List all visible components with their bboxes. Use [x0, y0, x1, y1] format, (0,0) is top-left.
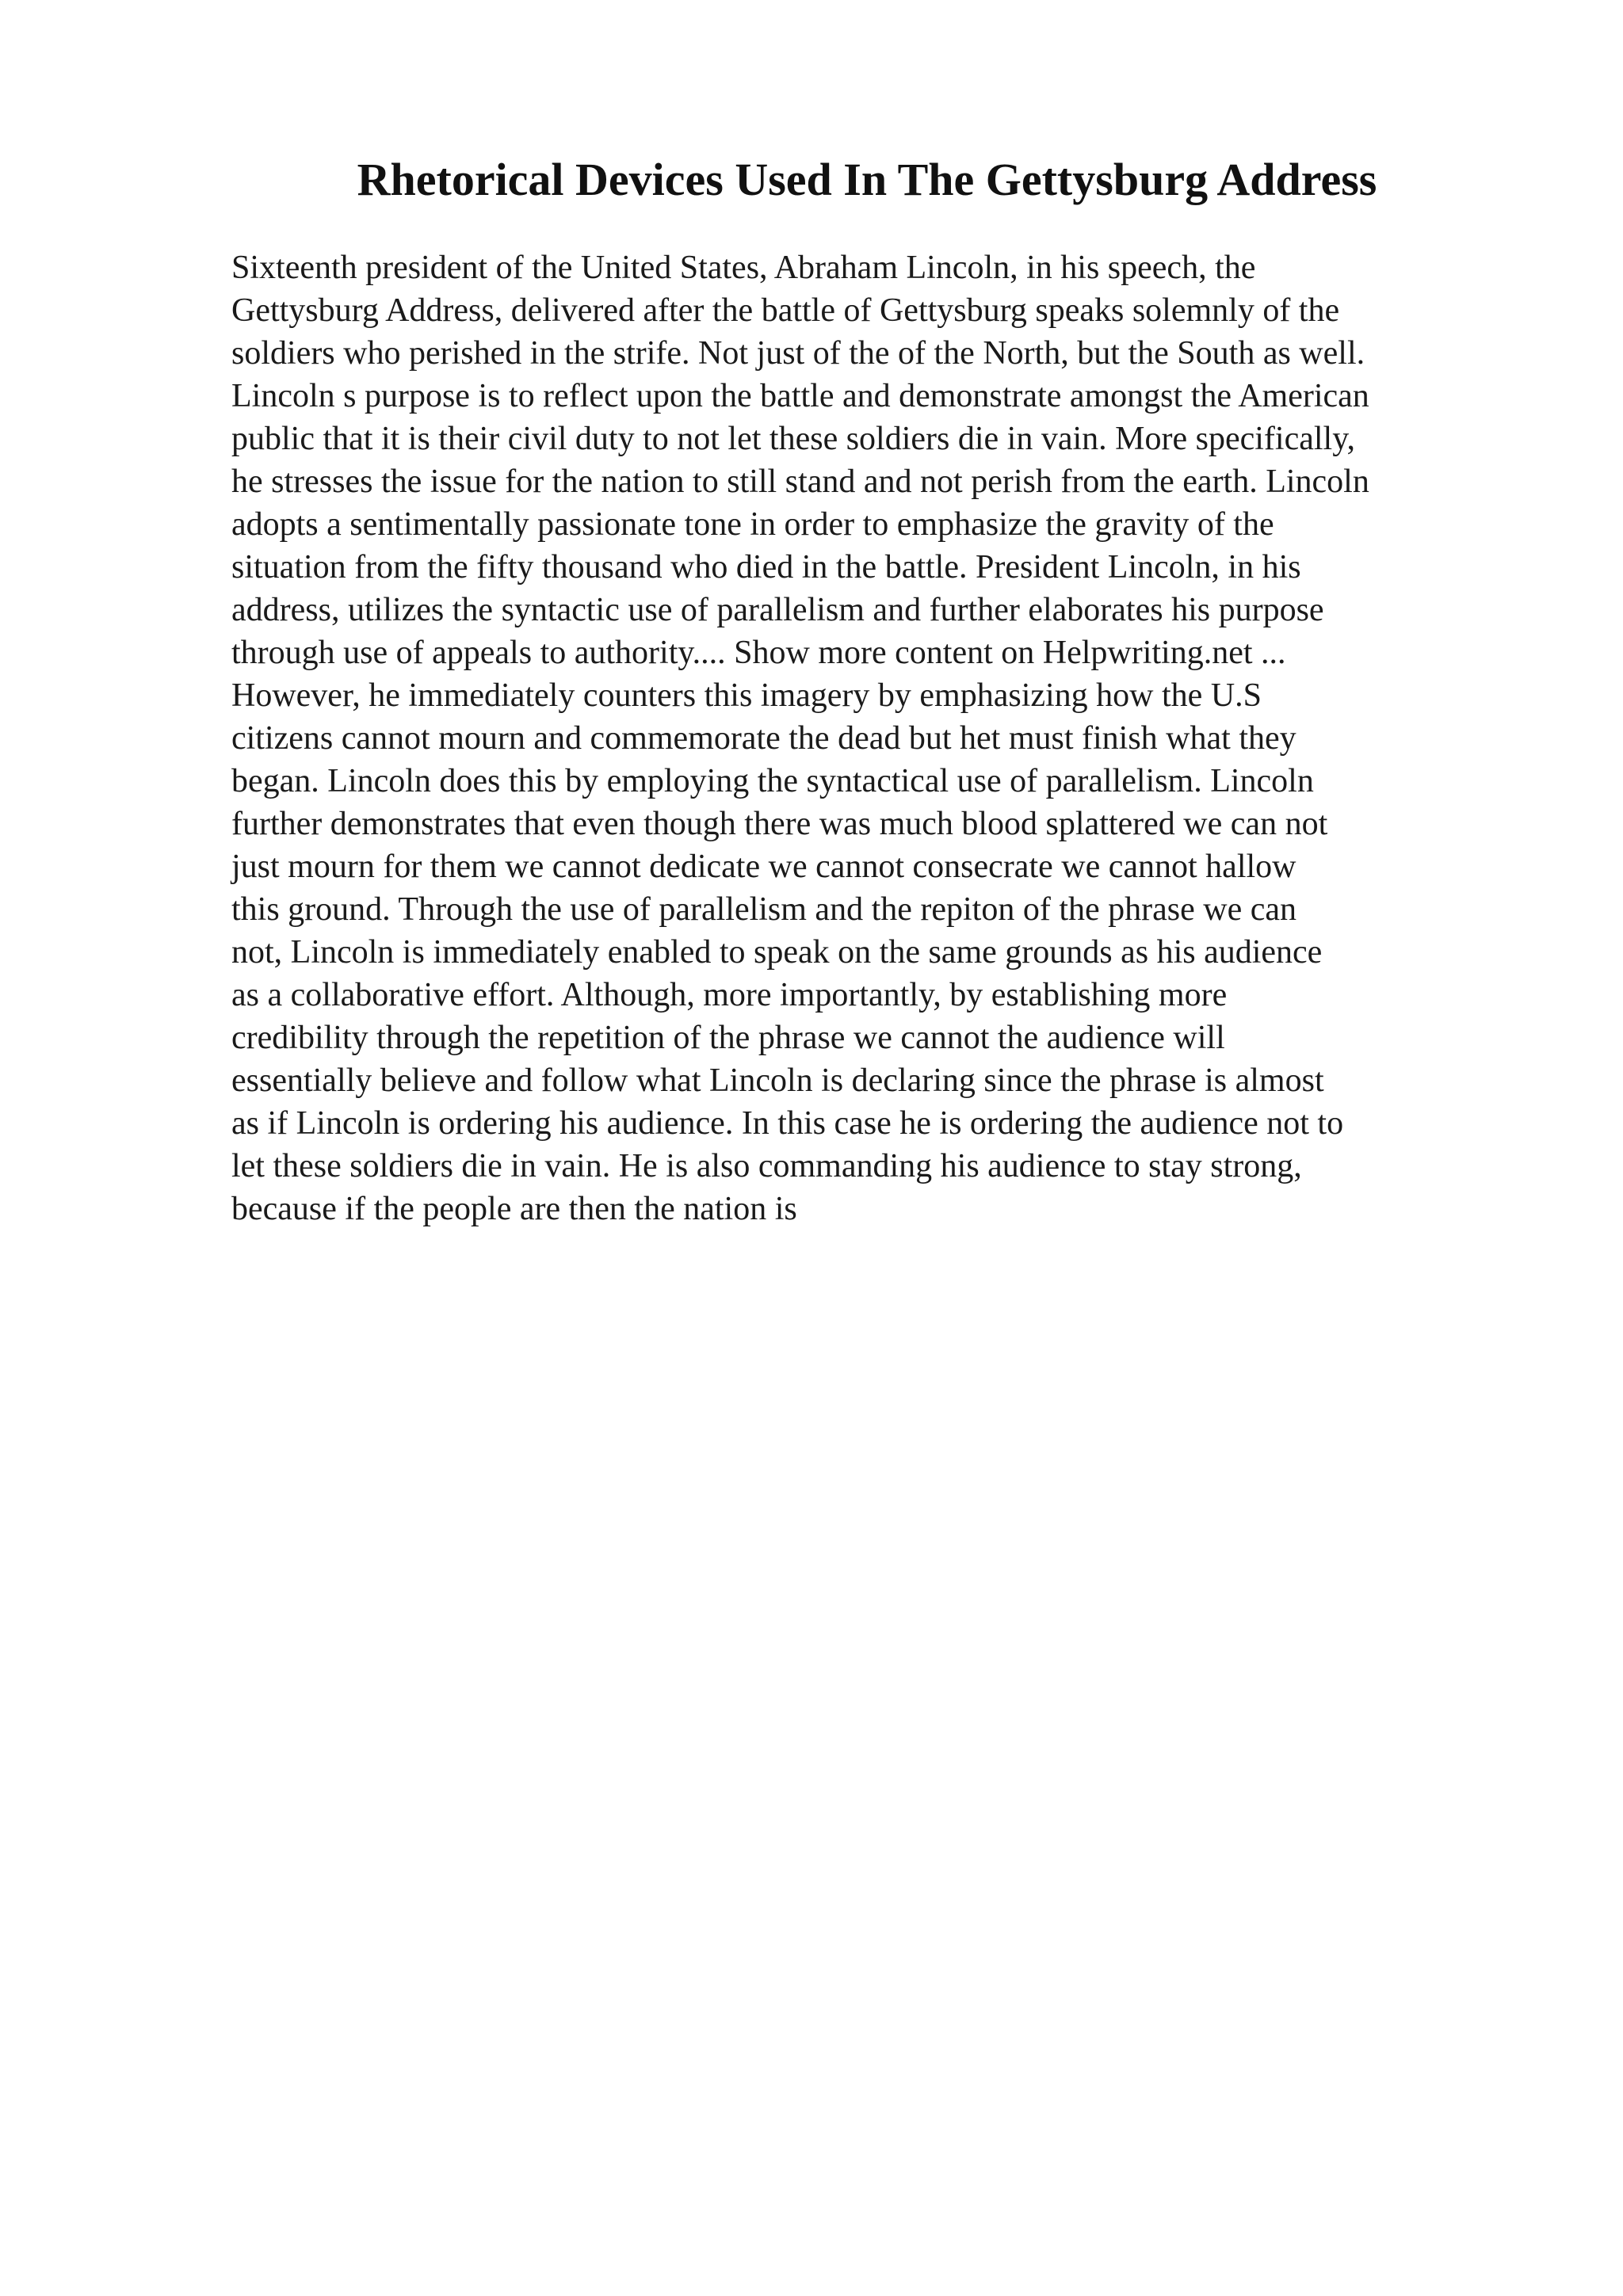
- body-line: Lincoln s purpose is to reflect upon the battle and demonstrate amongst the American: [231, 378, 1369, 414]
- body-line: Gettysburg Address, delivered after the battle of Gettysburg speaks solemnly of the: [231, 292, 1340, 329]
- body-line: essentially believe and follow what Lincoln is declaring since the phrase is almost: [231, 1062, 1324, 1099]
- document-body: [231, 246, 1515, 1230]
- body-line: situation from the fifty thousand who died in the battle. President Lincoln, in his: [231, 549, 1301, 585]
- body-line: through use of appeals to authority.... Show more content on Helpwriting.net ...: [231, 635, 1286, 671]
- body-line: credibility through the repetition of the phrase we cannot the audience will: [231, 1020, 1225, 1056]
- body-line: began. Lincoln does this by employing the syntactical use of parallelism. Lincoln: [231, 763, 1314, 799]
- body-line: just mourn for them we cannot dedicate we cannot consecrate we cannot hallow: [231, 849, 1296, 885]
- body-line: citizens cannot mourn and commemorate the dead but het must finish what they: [231, 720, 1296, 757]
- body-line: adopts a sentimentally passionate tone in order to emphasize the gravity of the: [231, 506, 1274, 543]
- body-line: address, utilizes the syntactic use of parallelism and further elaborates his purpose: [231, 592, 1324, 628]
- body-line: because if the people are then the nation is: [231, 1191, 797, 1227]
- body-line: this ground. Through the use of parallelism and the repiton of the phrase we can: [231, 891, 1297, 928]
- body-line: further demonstrates that even though there was much blood splattered we can not: [231, 806, 1328, 842]
- body-line: public that it is their civil duty to not let these soldiers die in vain. More specifically,: [231, 421, 1355, 457]
- document-title: Rhetorical Devices Used In The Gettysburg Address: [357, 154, 1377, 205]
- body-line: let these soldiers die in vain. He is also commanding his audience to stay strong,: [231, 1148, 1302, 1184]
- body-line: Sixteenth president of the United States, Abraham Lincoln, in his speech, the: [231, 250, 1256, 286]
- body-line: as a collaborative effort. Although, more importantly, by establishing more: [231, 977, 1228, 1013]
- body-line: not, Lincoln is immediately enabled to speak on the same grounds as his audience: [231, 934, 1323, 971]
- body-line: However, he immediately counters this imagery by emphasizing how the U.S: [231, 677, 1262, 714]
- body-line: he stresses the issue for the nation to still stand and not perish from the earth. Lincoln: [231, 463, 1369, 500]
- body-line: as if Lincoln is ordering his audience. In this case he is ordering the audience not to: [231, 1105, 1344, 1142]
- body-line: soldiers who perished in the strife. Not just of the of the North, but the South as well.: [231, 335, 1365, 372]
